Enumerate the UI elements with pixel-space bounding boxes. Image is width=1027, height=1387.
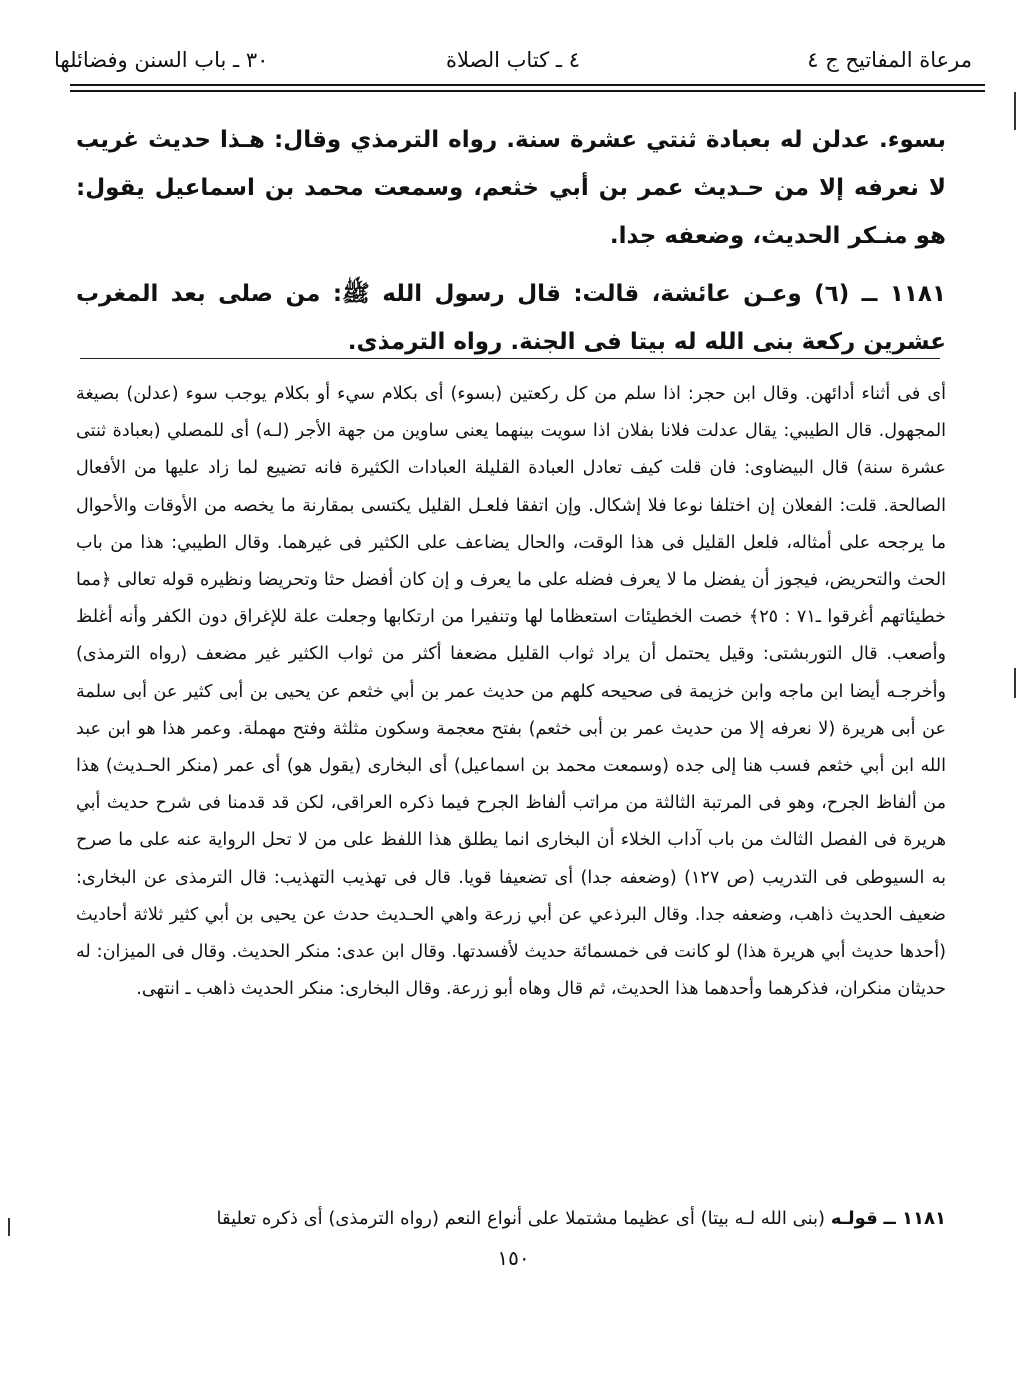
hadith-text-block <box>76 116 946 366</box>
text-commentary-divider <box>80 358 940 359</box>
commentary-lead-word: قولـه <box>830 1208 878 1229</box>
commentary-text: (بنى الله لـه بيتا) أى عظيما مشتملا على أنواع النعم (رواه الترمذى) أى ذكره تعليقا <box>216 1208 826 1229</box>
header-chapter: ٤ ـ كتاب الصلاة <box>446 48 580 72</box>
commentary-1181 <box>76 1202 946 1236</box>
header-double-rule <box>70 84 985 92</box>
commentary-paragraph: أى فى أثناء أدائهن. وقال ابن حجر: اذا سلم من كل ركعتين (بسوء) أى بكلام سيء أو بكلام يوجب سوء (عدلن) بصيغة المجهول. قال الطيبي: يقال عدلت فلانا بفلان اذا سويت بينهما يعنى ساوين من جهة الأجر (لـه) أى للمصلي (بعبادة ثنتى عشرة سنة) قال البيضاوى: فان قلت كيف تعادل العبادة القليلة العبادات الكثيرة فانه تضييع لما زاد عليها من الأفعال الصالحة. قلت: الفعلان إن اختلفا نوعا فلا إشكال. وإن اتفقا فلعـل القليل يكتسى بمقارنة ما يخصه من الأوقات والأحوال ما يرجحه على أمثاله، فلعل القليل فى هذا الوقت، والحال يضاعف على الكثير فى غيرهما. وقال الطيبي: هذا من باب الحث والتحريض، فيجوز أن يفضل ما لا يعرف فضله على ما يعرف و إن كان أفضل حثا وتحريضا ونظيره قوله تعالى ﴿مما خطيئاتهم أغرقوا ـ٧١ : ٢٥﴾ خصت الخطيئات استعظاما لها وتنفيرا من ارتكابها وجعلت علة للإغراق دون الكفر وأنه أغلظ وأصعب. قال التوربشتى: وقيل يحتمل أن يراد ثواب القليل مضعفا أكثر من ثواب الكثير غير مضعف (رواه الترمذى) وأخرجـه أيضا ابن ماجه وابن خزيمة فى صحيحه كلهم من حديث عمر بن أبي خثعم عن يحيى بن أبى كثير عن أبى سلمة عن أبى هريرة (لا نعرفه إلا من حديث عمر بن أبى خثعم) بفتح معجمة وسكون مثلثة وفتح مهملة. وعمر هذا هو ابن عبد الله ابن أبي خثعم فسب هنا إلى جده (وسمعت محمد بن اسماعيل) أى البخارى (يقول هو) أى عمر (منكر الحـديث) هذا من ألفاظ الجرح، وهو فى المرتبة الثالثة من مراتب ألفاظ الجرح فيما ذكره العراقى، لكن قد قدمنا فى شرح حديث أبي هريرة فى الفصل الثالث من باب آداب الخلاء أن البخارى انما يطلق هذا اللفظ على من لا تحل الرواية عنه على ما صرح به السيوطى فى التدريب (ص ١٢٧) (وضعفه جدا) أى تضعيفا قويا. قال فى تهذيب التهذيب: قال الترمذى عن البخارى: ضعيف الحديث ذاهب، وضعفه جدا. وقال البرذعي عن أبي زرعة واهي الحـديث حدث عن يحيى بن أبي كثير ثلاثة أحاديث (أحدها حديث أبي هريرة هذا) لو كانت فى خمسمائة حديث لأفسدتها. وقال ابن عدى: منكر الحديث. وقال فى الميزان: له حديثان منكران، فذكرهما وأحدهما هذا الحديث، ثم قال وهاه أبو زرعة. وقال البخارى: منكر الحديث ذاهب ـ انتهى. <box>76 384 946 1000</box>
scan-edge-mark <box>1014 92 1016 130</box>
hadith-1181: ١١٨١ ــ (٦) وعـن عائشة، قالت: قال رسول الله ﷺ: من صلى بعد المغرب عشرين ركعة بنى الله له بيتا فى الجنة. رواه الترمذى. <box>76 281 947 355</box>
page-number: ١٥٠ <box>497 1246 530 1270</box>
scan-edge-mark <box>8 1218 10 1236</box>
scan-edge-mark <box>1014 668 1016 698</box>
hadith-continuation: بسوء. عدلن له بعبادة ثنتي عشرة سنة. رواه الترمذي وقال: هـذا حديث غريب لا نعرفه إلا من حـديث عمر بن أبي خثعم، وسمعت محمد بن اسماعيل يقول: هو منـكر الحديث، وضعفه جدا. <box>76 127 946 249</box>
header-section: ٣٠ ـ باب السنن وفضائلها <box>54 48 269 72</box>
commentary-number: ١١٨١ ــ <box>883 1208 946 1229</box>
running-header <box>48 42 978 78</box>
commentary-block <box>76 376 946 1008</box>
header-book-title: مرعاة المفاتيح ج ٤ <box>807 48 972 72</box>
